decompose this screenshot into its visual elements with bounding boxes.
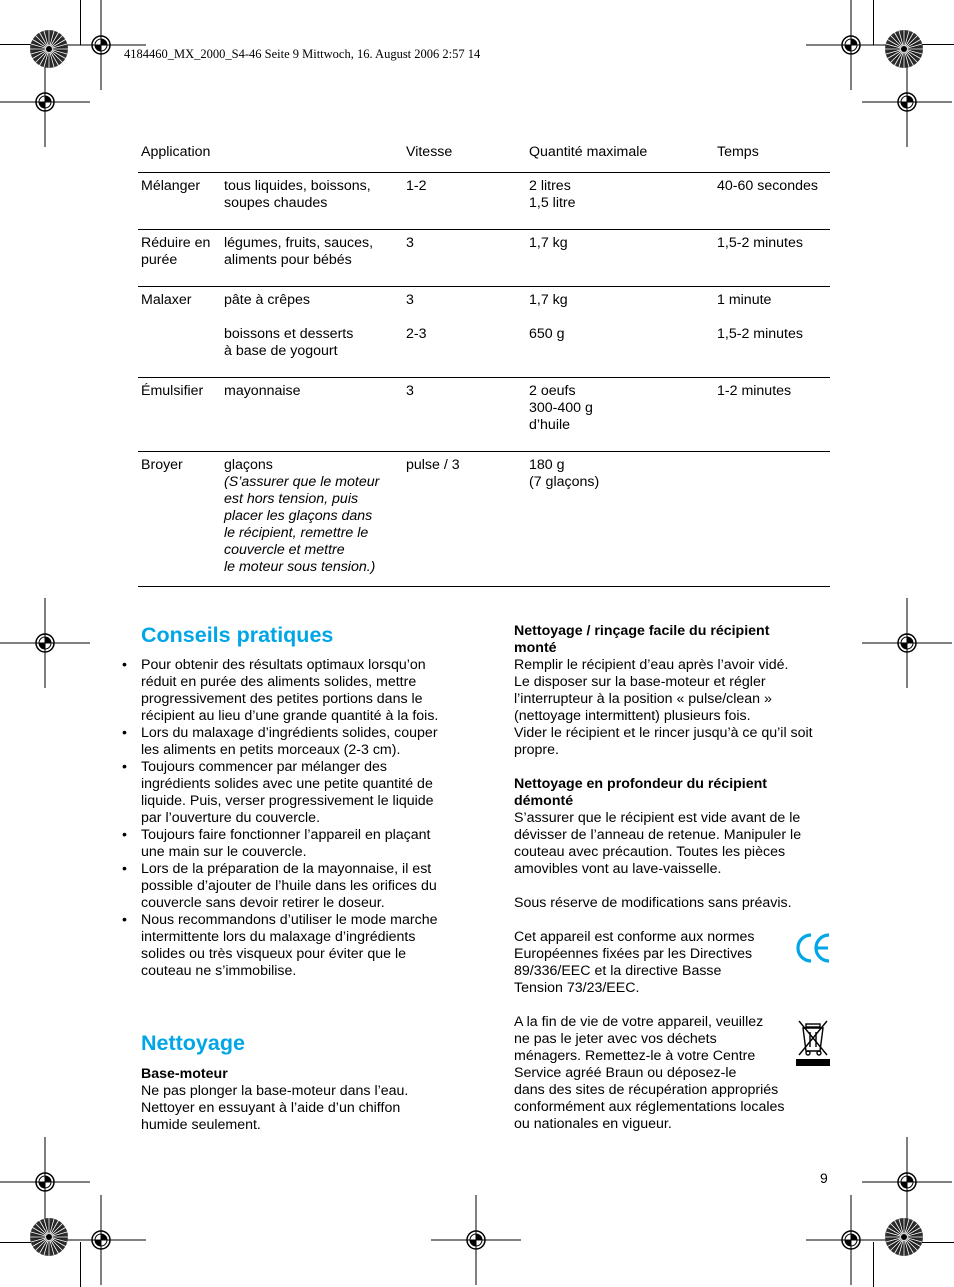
crossed-bin-icon bbox=[796, 1018, 830, 1066]
row-description: pâte à crêpes boissons et desserts à base de yogourt bbox=[221, 287, 403, 378]
row-time: 1 minute 1,5-2 minutes bbox=[714, 287, 830, 378]
right-column bbox=[514, 623, 834, 1133]
reserve-text: Sous réserve de modifications sans préavis. bbox=[514, 895, 792, 911]
list-item: • Toujours faire fonctionner l’appareil en plaçant une main sur le couvercle. bbox=[122, 827, 431, 860]
application-table bbox=[138, 144, 830, 587]
row-quantity: 1,7 kg 650 g bbox=[526, 287, 714, 378]
header-application: Application bbox=[138, 144, 403, 173]
row-time: 40-60 secondes bbox=[714, 173, 830, 230]
left-column bbox=[122, 622, 471, 980]
print-header: 4184460_MX_2000_S4-46 Seite 9 Mittwoch, 16. August 2006 2:57 14 bbox=[124, 47, 481, 61]
table-row bbox=[138, 378, 830, 452]
rinse-title: Nettoyage / rinçage facile du récipient monté bbox=[514, 623, 770, 656]
header-quantity: Quantité maximale bbox=[526, 144, 714, 173]
header-speed: Vitesse bbox=[403, 144, 526, 173]
page-number: 9 bbox=[820, 1170, 828, 1186]
row-application: Réduire en purée bbox=[138, 230, 221, 287]
row-quantity: 2 oeufs 300-400 g d’huile bbox=[526, 378, 714, 452]
list-item: • Lors de la préparation de la mayonnaise, il est possible d’ajouter de l’huile dans les orifices du couvercle sans devoir retirer le doseur. bbox=[122, 861, 437, 911]
list-item: • Lors du malaxage d’ingrédients solides, couper les aliments en petits morceaux (2-3 cm). bbox=[122, 725, 438, 758]
row-application: Malaxer bbox=[138, 287, 221, 378]
row-description: légumes, fruits, sauces, aliments pour bébés bbox=[221, 230, 403, 287]
weee-text: A la fin de vie de votre appareil, veuillez ne pas le jeter avec vos déchets ménagers. Remettez-le à votre Centre Service agréé Braun ou déposez-le dans des sites de récupération appropriés conformément aux réglementations locales ou nationales en vigueur. bbox=[514, 1014, 785, 1132]
row-application: Émulsifier bbox=[138, 378, 221, 452]
row-time: 1-2 minutes bbox=[714, 378, 830, 452]
row-time bbox=[714, 452, 830, 587]
row-speed: 3 bbox=[403, 378, 526, 452]
deep-title: Nettoyage en profondeur du récipient démonté bbox=[514, 776, 768, 809]
row-description: glaçons (S’assurer que le moteur est hors tension, puis placer les glaçons dans le récipient, remettre le couvercle et mettre le moteur sous tension.) bbox=[221, 452, 403, 587]
conseils-heading: Conseils pratiques bbox=[141, 623, 334, 647]
rinse-text: Remplir le récipient d’eau après l’avoir vidé. Le disposer sur la base-moteur et régler l’interrupteur à la position « pulse/clean » (nettoyage intermittent) plusieurs fois. Vider le récipient et le rincer jusqu’à ce qu’il soit propre. bbox=[514, 657, 813, 758]
deep-text: S’assurer que le récipient est vide avant de le dévisser de l’anneau de retenue. Manipuler le couteau avec précaution. Toutes les pièces amovibles vont au lave-vaisselle. bbox=[514, 810, 802, 877]
row-speed: 3 2-3 bbox=[403, 287, 526, 378]
ce-text: Cet appareil est conforme aux normes Européennes fixées par les Directives 89/336/EEC et la directive Basse Tension 73/23/EEC. bbox=[514, 929, 755, 996]
row-description: mayonnaise bbox=[221, 378, 403, 452]
row-quantity: 2 litres 1,5 litre bbox=[526, 173, 714, 230]
nettoyage-section bbox=[141, 1030, 471, 1134]
ce-mark-icon bbox=[795, 931, 831, 965]
row-application: Broyer bbox=[138, 452, 221, 587]
table-row bbox=[138, 230, 830, 287]
row-speed: 1-2 bbox=[403, 173, 526, 230]
list-item: • Nous recommandons d’utiliser le mode marche intermittente lors du malaxage d’ingrédients solides ou très visqueux pour éviter que le couteau ne s’immobilise. bbox=[122, 912, 438, 979]
row-description: tous liquides, boissons, soupes chaudes bbox=[221, 173, 403, 230]
row-speed: 3 bbox=[403, 230, 526, 287]
row-note: (S’assurer que le moteur est hors tension, puis placer les glaçons dans le récipient, remettre le couvercle et mettre le moteur sous tension.) bbox=[224, 474, 380, 575]
table-header-row bbox=[138, 144, 830, 173]
table-row bbox=[138, 452, 830, 587]
table-row bbox=[138, 173, 830, 230]
row-application: Mélanger bbox=[138, 173, 221, 230]
header-time: Temps bbox=[714, 144, 830, 173]
row-time: 1,5-2 minutes bbox=[714, 230, 830, 287]
nettoyage-heading: Nettoyage bbox=[141, 1031, 245, 1055]
list-item: • Toujours commencer par mélanger des ingrédients solides avec une petite quantité de liquide. Puis, verser progressivement le liquide par l’ouverture du couvercle. bbox=[122, 759, 434, 826]
row-quantity: 1,7 kg bbox=[526, 230, 714, 287]
list-item: • Pour obtenir des résultats optimaux lorsqu’on réduit en purée des aliments solides, mettre progressivement des petites portions dans le récipient au lieu d’une grande quantité à la fois. bbox=[122, 657, 439, 724]
tips-list bbox=[122, 657, 471, 980]
row-quantity: 180 g (7 glaçons) bbox=[526, 452, 714, 587]
base-title: Base-moteur bbox=[141, 1066, 228, 1082]
row-speed: pulse / 3 bbox=[403, 452, 526, 587]
table-row bbox=[138, 287, 830, 378]
base-text: Ne pas plonger la base-moteur dans l’eau. Nettoyer en essuyant à l’aide d’un chiffon humide seulement. bbox=[141, 1083, 409, 1133]
